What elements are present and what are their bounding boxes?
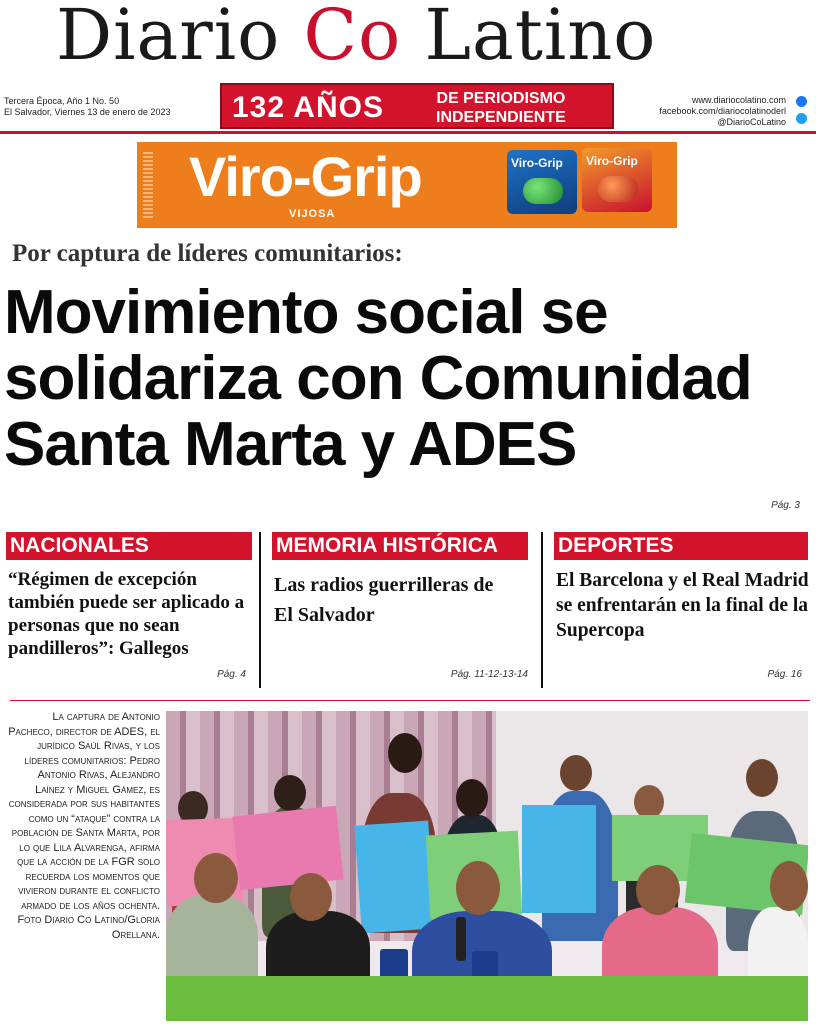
- press-conference-photo[interactable]: [166, 711, 808, 1021]
- column-divider: [259, 532, 261, 688]
- speaker-head: [456, 861, 500, 915]
- protest-sign: [232, 806, 343, 890]
- contact-info: [659, 95, 786, 128]
- anniversary-number: 132 AÑOS: [232, 91, 384, 124]
- section-label: NACIONALES: [6, 532, 252, 560]
- protest-sign: [522, 805, 596, 913]
- title-right: Latino: [424, 0, 657, 76]
- ad-brand: Viro-Grip: [189, 145, 422, 208]
- anniversary-banner: [220, 83, 614, 129]
- section-page-ref: Pág. 11-12-13-14: [450, 669, 528, 680]
- person-head: [274, 775, 306, 811]
- facebook-link[interactable]: facebook.com/diariocolatinoderl: [659, 106, 786, 116]
- anniversary-line1: DE PERIODISMO: [436, 90, 566, 107]
- website-link[interactable]: www.diariocolatino.com: [691, 95, 786, 105]
- section-story[interactable]: Las radios guerrilleras de El Salvador: [274, 574, 494, 626]
- ad-legal-text: [143, 152, 153, 218]
- section-story[interactable]: El Barcelona y el Real Madrid se enfrentarán en la final de la Supercopa: [556, 570, 809, 641]
- conference-table: [166, 976, 808, 1021]
- section-memoria-historica[interactable]: [272, 532, 536, 688]
- social-icons: [796, 96, 808, 130]
- advertisement-banner[interactable]: [137, 142, 677, 228]
- edition-date: El Salvador, Viernes 13 de enero de 2023: [4, 107, 171, 117]
- title-left: Diario: [56, 0, 281, 76]
- capsule-icon: [598, 176, 638, 202]
- twitter-link[interactable]: @DiarioCoLatino: [717, 117, 786, 127]
- section-divider: [10, 700, 810, 701]
- ad-manufacturer: VIJOSA: [289, 208, 336, 220]
- facebook-icon: [796, 96, 807, 107]
- person-head: [456, 779, 488, 817]
- masthead-divider: [0, 131, 816, 134]
- anniversary-subtitle: [436, 89, 566, 127]
- person-head: [636, 865, 680, 915]
- person-head: [560, 755, 592, 791]
- section-label: MEMORIA HISTÓRICA: [272, 532, 528, 560]
- column-divider: [541, 532, 543, 688]
- lead-page-ref: Pág. 3: [771, 500, 800, 511]
- section-deportes[interactable]: [554, 532, 810, 688]
- edition-number: Tercera Época, Año 1 No. 50: [4, 96, 120, 106]
- person-head: [290, 873, 332, 921]
- person-head: [770, 861, 808, 911]
- newspaper-title: [56, 0, 656, 76]
- section-label: DEPORTES: [554, 532, 808, 560]
- capsule-icon: [523, 178, 563, 204]
- pack-label: Viro-Grip: [511, 156, 563, 170]
- masthead: [0, 0, 816, 84]
- product-pack-green: [507, 150, 577, 214]
- section-story[interactable]: “Régimen de excepción también puede ser aplicado a personas que no sean pandilleros”: Gallegos: [8, 569, 245, 659]
- person-head: [746, 759, 778, 797]
- protest-sign: [354, 821, 435, 934]
- photo-caption: La captura de Antonio Pacheco, director de ADES, el jurídico Saúl Rivas, y los líderes comunitarios: Pedro Antonio Rivas, Alejandro Laínez y Miguel Gámez, es considerada por sus habitantes como un “ataque” contra la población de Santa Marta, por lo que Lila Alvarenga, afirma que la acción de la FGR solo recuerda los momentos que vivieron durante el conflicto armado de los años ochenta. Foto Diario Co Latino/Gloria Orellana.: [8, 711, 160, 941]
- lead-headline[interactable]: Movimiento social se solidariza con Comunidad Santa Marta y ADES: [4, 278, 752, 479]
- anniversary-line2: INDEPENDIENTE: [436, 109, 566, 126]
- person-head: [194, 853, 238, 903]
- section-nacionales[interactable]: [6, 532, 254, 688]
- section-page-ref: Pág. 4: [217, 669, 246, 680]
- pack-label: Viro-Grip: [586, 154, 638, 168]
- product-pack-red: [582, 148, 652, 212]
- person-head: [388, 733, 422, 773]
- microphone-icon: [456, 917, 466, 961]
- twitter-icon: [796, 113, 807, 124]
- edition-info: [4, 96, 170, 118]
- section-page-ref: Pág. 16: [767, 669, 802, 680]
- lead-kicker: Por captura de líderes comunitarios:: [12, 240, 403, 267]
- title-accent: Co: [303, 0, 402, 76]
- person-head: [634, 785, 664, 819]
